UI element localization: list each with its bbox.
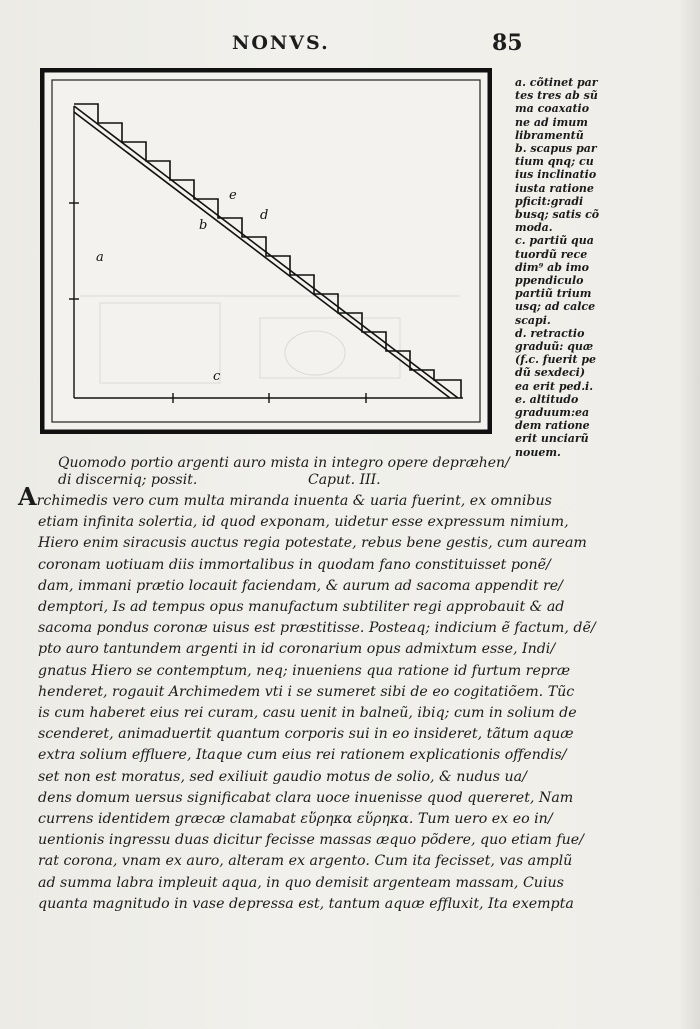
margin-note-line: e. altitudo (515, 392, 579, 406)
margin-note-line: tium qnq; cu (515, 155, 594, 169)
margin-note-line: moda. (515, 221, 553, 235)
caption-line-1: Quomodo portio argenti auro mista in integro opere depræhen/ (58, 455, 510, 471)
body-line: currens identidem græcæ clamabat εὕρηκα εὕρηκα. Tum uero ex eo in/ (38, 811, 553, 828)
margin-note-line: b. scapus par (515, 142, 597, 156)
margin-note-line: nouem. (515, 445, 561, 459)
margin-note-line: ma coaxatio (515, 102, 590, 116)
body-line: extra solium effluere, Itaque cum eius rei rationem explicationis offendis/ (38, 747, 567, 764)
margin-note-line: graduũ: quæ (515, 340, 594, 354)
body-line: quanta magnitudo in vase depressa est, tantum aquæ effluxit, Ita exempta (38, 895, 574, 912)
margin-note-line: erit unciarũ (515, 432, 589, 446)
marginal-notes (515, 76, 600, 459)
margin-note-line: pficit:gradi (515, 194, 584, 208)
margin-note-line: tuordũ rece (515, 247, 588, 261)
body-text (18, 482, 596, 915)
figure-label-b: b (199, 218, 208, 233)
staircase-woodcut-figure (40, 68, 492, 434)
margin-note-line: (f.c. fuerit pe (515, 353, 597, 367)
body-line: rat corona, vnam ex auro, alteram ex argento. Cum ita fecisset, vas amplũ (38, 853, 573, 870)
margin-note-line: ius inclinatio (515, 168, 597, 182)
initial-letter: A (18, 482, 37, 511)
caption-line-2: di discerniq; possit. (58, 472, 198, 488)
staircase-diagram (40, 68, 492, 434)
body-line: pto auro tantundem argenti in id coronarium opus admixtum esse, Indi/ (38, 641, 556, 658)
body-line: etiam infinita solertia, id quod exponam, uidetur esse expressum nimium, (38, 514, 569, 531)
figure-label-d: d (260, 208, 269, 223)
body-line: ad summa labra impleuit aqua, in quo demisit argenteam massam, Cuius (38, 874, 564, 891)
margin-note-line: iusta ratione (515, 181, 594, 195)
margin-note-line: tes tres ab sũ (515, 89, 598, 103)
body-line: dens domum uersus significabat clara uoce inuenisse quod quereret, Nam (38, 789, 574, 806)
body-line: set non est moratus, sed exiliuit gaudio motus de solio, & nudus ua/ (38, 768, 527, 785)
page-header (0, 30, 700, 60)
margin-note-line: graduum:ea (515, 406, 590, 420)
body-line: henderet, rogauit Archimedem vti i se sumeret sibi de eo cogitatiõem. Tũc (38, 683, 575, 700)
body-line: scenderet, animaduertit quantum corporis sui in eo insideret, tãtum aquæ (38, 726, 574, 743)
margin-note-line: c. partiũ qua (515, 234, 594, 248)
margin-note-line: scapi. (515, 313, 551, 327)
page-number: 85 (492, 30, 523, 56)
body-line: gnatus Hiero se contemptum, neq; inueniens qua ratione id furtum repræ (38, 662, 571, 679)
margin-note-line: ppendiculo (515, 274, 584, 288)
chapter-heading: Caput. III. (308, 472, 381, 488)
body-line: Archimedis vero cum multa miranda inuenta & uaria fuerint, ex omnibus (18, 482, 552, 511)
margin-note-line: a. cõtinet par (515, 76, 598, 89)
margin-note-line: partiũ trium (515, 287, 592, 301)
figure-caption (58, 455, 518, 489)
body-line: demptori, Is ad tempus opus manufactum subtiliter regi approbauit & ad (38, 599, 565, 616)
margin-note-line: dũ sexdeci) (515, 366, 586, 380)
running-head: NONVS. (232, 32, 330, 54)
margin-note-line: libramentũ (515, 128, 584, 142)
margin-note-line: dem ratione (515, 419, 590, 433)
margin-note-line: dim⁹ ab imo (515, 260, 589, 274)
figure-label-c: c (213, 369, 221, 384)
body-line: sacoma pondus coronæ uisus est præstitisse. Posteaq; indicium ẽ factum, dẽ/ (38, 620, 596, 637)
margin-note-line: ne ad imum (515, 115, 588, 129)
margin-note-line: usq; ad calce (515, 300, 596, 314)
margin-note-line: d. retractio (515, 326, 585, 340)
margin-note-line: busq; satis cõ (515, 208, 600, 222)
page-gutter-shadow (678, 0, 700, 1029)
body-line: coronam uotiuam diis immortalibus in quodam fano constituisset ponẽ/ (38, 556, 551, 573)
body-line: uentionis ingressu duas dicitur fecisse massas æquo põdere, quo etiam fue/ (38, 832, 584, 849)
body-line: Hiero enim siracusis auctus regia potestate, rebus bene gestis, cum auream (38, 535, 587, 552)
figure-label-e: e (229, 188, 237, 203)
margin-note-line: ea erit ped.i. (515, 379, 594, 393)
figure-label-a: a (96, 250, 104, 265)
body-line: is cum haberet eius rei curam, casu uenit in balneũ, ibiq; cum in solium de (38, 705, 577, 722)
body-line: dam, immani prætio locauit faciendam, & aurum ad sacoma appendit re/ (38, 577, 563, 594)
